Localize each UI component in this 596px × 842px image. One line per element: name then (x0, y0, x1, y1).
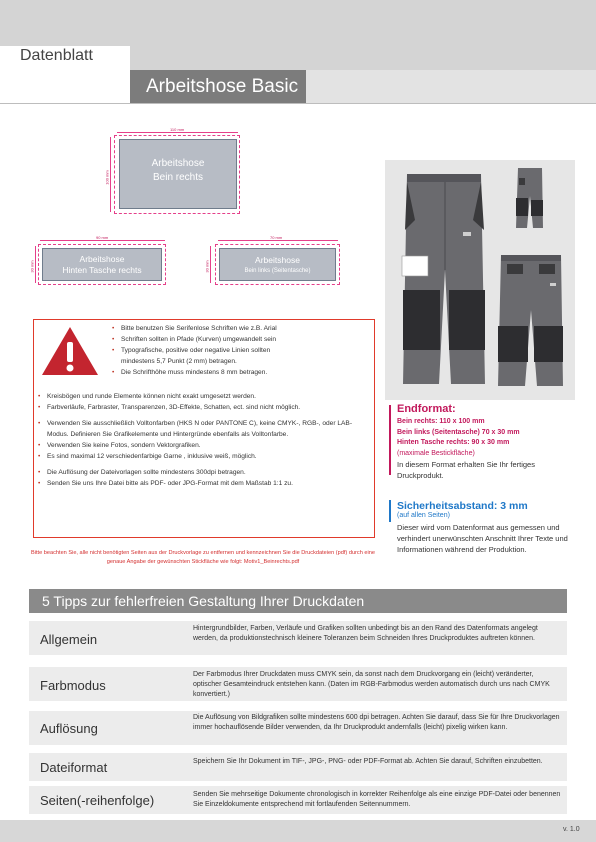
patch-bein-links (219, 248, 336, 281)
tip-text: Speichern Sie Ihr Dokument im TIF-, JPG-, PNG- oder PDF-Format ab. Achten Sie darauf, Schriften einzubetten. (193, 758, 543, 765)
patch-bein-rechts (119, 139, 237, 209)
dimension-line (40, 240, 165, 241)
tip-text: Hintergrundbilder, Farben, Verläufe und Grafiken sollten unbedingt bis an den Rand des Datenformats angelegt werden, da produktionstechnisch kleinere Toleranzen beim Schneiden Ihres Druckproduktes auftreten können. (193, 625, 538, 642)
endformat-marker (389, 405, 391, 475)
safety-subtitle: (auf allen Seiten) (397, 512, 450, 519)
endformat-description: In diesem Format erhalten Sie Ihr fertiges Druckprodukt. (397, 460, 535, 480)
safety-title: Sicherheitsabstand: 3 mm (397, 500, 528, 512)
tip-row (29, 786, 567, 814)
pants-back-view (498, 255, 563, 386)
patch-line: Arbeitshose (79, 254, 125, 264)
endformat-line: (maximale Bestickfläche) (397, 449, 475, 457)
dimension-width-label: 110 mm (170, 127, 185, 132)
product-photo-panel (385, 160, 575, 400)
dimension-height-label: 30 mm (204, 260, 210, 273)
safety-description: Dieser wird vom Datenformat aus gemessen und verhindert unerwünschten Anschnitt Ihrer Texte und Informationen während der Produktion. (397, 523, 568, 554)
tip-text: Senden Sie mehrseitige Dokumente chronologisch in korrekter Reihenfolge als eine einzige PDF-Datei oder benennen Sie Einzeldokumente entsprechend mit fortlaufenden Seitennummern. (193, 791, 561, 808)
tip-row (29, 753, 567, 781)
endformat-sizes (397, 417, 520, 459)
list-item: • Senden Sie uns Ihre Datei bitte als PDF- oder JPG-Format mit dem Maßstab 1:1 zu. (37, 478, 369, 489)
dimension-height-label: 100 mm (104, 170, 110, 185)
patch-line: Bein links (Seitentasche) (244, 268, 311, 274)
list-item: • Die Auflösung der Dateivorlagen sollte mindestens 300dpi betragen. (37, 467, 369, 478)
warning-icon (40, 325, 100, 377)
dimension-height-label: 30 mm (29, 260, 35, 273)
header-divider (0, 103, 596, 104)
tip-row (29, 667, 567, 701)
tip-label: Farbmodus (40, 678, 106, 693)
patch-line: Bein rechts (152, 172, 204, 183)
list-item: • Verwenden Sie ausschließlich Volltonfarben (HKS N oder PANTONE C), keine CMYK-, RGB-, oder LAB-Modus. Definieren Sie Grafikelemente und Hintergründe ebenfalls als Volltonfarbe. (37, 418, 369, 440)
dimension-width-label: 70 mm (270, 235, 283, 240)
list-item: • Verwenden Sie keine Fotos, sondern Vektorgrafiken. (37, 440, 369, 451)
pants-front-view (402, 174, 485, 384)
tip-label: Seiten(-reihenfolge) (40, 793, 155, 808)
workpants-illustration (385, 160, 575, 400)
title-band (306, 70, 596, 104)
tip-text: Der Farbmodus Ihrer Druckdaten muss CMYK sein, da sonst nach dem Druckvorgang ein (leicht) veränderter, optischer Gesamteindruck entstehen kann. (Daten im RGB-Farbmodus werden automatisch durch uns nach CMYK konvertiert.) (193, 671, 550, 698)
dimension-line (210, 246, 211, 283)
list-item: • Kreisbögen und runde Elemente können nicht exakt umgesetzt werden. (37, 391, 369, 402)
page-title: Arbeitshose Basic (146, 76, 299, 97)
patch-line: Arbeitshose (255, 255, 300, 265)
list-item: • Die Schrifthöhe muss mindestens 8 mm betragen. (111, 367, 361, 378)
footer-band (0, 820, 596, 842)
patch-line: Arbeitshose (151, 158, 205, 169)
dimension-line (218, 240, 338, 241)
version-label: v. 1.0 (563, 826, 580, 833)
dimension-line (110, 137, 111, 212)
dimension-width-label: 90 mm (96, 235, 109, 240)
dimension-line (117, 132, 238, 133)
document-label: Datenblatt (20, 47, 93, 64)
patch-hinten-tasche (42, 248, 162, 281)
list-item: • Farbverläufe, Farbraster, Transparenzen, 3D-Effekte, Schatten, ect. sind nicht möglich. (37, 402, 369, 413)
list-item: • Typografische, positive oder negative Linien sollten (111, 345, 361, 356)
dimension-line (35, 246, 36, 283)
tip-label: Allgemein (40, 632, 98, 647)
list-item: • Es sind maximal 12 verschiedenfarbige Garne , inklusive weiß, möglich. (37, 451, 369, 462)
list-item-text: mindestens 5,7 Punkt (2 mm) betragen. (121, 358, 237, 365)
endformat-line: Hinten Tasche rechts: 90 x 30 mm (397, 439, 510, 446)
list-item-continued (111, 356, 361, 367)
tip-row (29, 711, 567, 745)
design-rules-list (37, 391, 369, 489)
list-item: • Bitte benutzen Sie Serifenlose Schriften wie z.B. Arial (111, 323, 361, 334)
patch-line: Hinten Tasche rechts (62, 265, 142, 275)
endformat-line: Bein links (Seitentasche) 70 x 30 mm (397, 428, 520, 436)
font-rules-list (111, 323, 361, 378)
list-item: • Schriften sollten in Pfade (Kurven) umgewandelt sein (111, 334, 361, 345)
tip-label: Auflösung (40, 721, 98, 736)
pants-side-view (516, 168, 543, 228)
tip-row (29, 621, 567, 655)
file-naming-note: Bitte beachten Sie, alle nicht benötigten Seiten aus der Druckvorlage zu entfernen und kennzeichnen Sie die Druckdateien (pdf) durch eine genaue Angabe der gewünschten Stickfläche wie folgt: Motiv1_Beinrechts.pdf (31, 550, 375, 565)
tip-label: Dateiformat (40, 760, 108, 775)
safety-marker (389, 500, 391, 522)
tip-text: Die Auflösung von Bildgrafiken sollte mindestens 600 dpi betragen. Achten Sie darauf, dass Sie für Ihre Druckvorlagen immer hochauflösende Bilder verwenden, da Ihr Druckprodukt andernfalls (leicht) pixelig wirken kann. (193, 714, 560, 731)
endformat-title: Endformat: (397, 403, 456, 415)
endformat-line: Bein rechts: 110 x 100 mm (397, 418, 485, 425)
tips-header: 5 Tipps zur fehlerfreien Gestaltung Ihrer Druckdaten (29, 589, 567, 613)
